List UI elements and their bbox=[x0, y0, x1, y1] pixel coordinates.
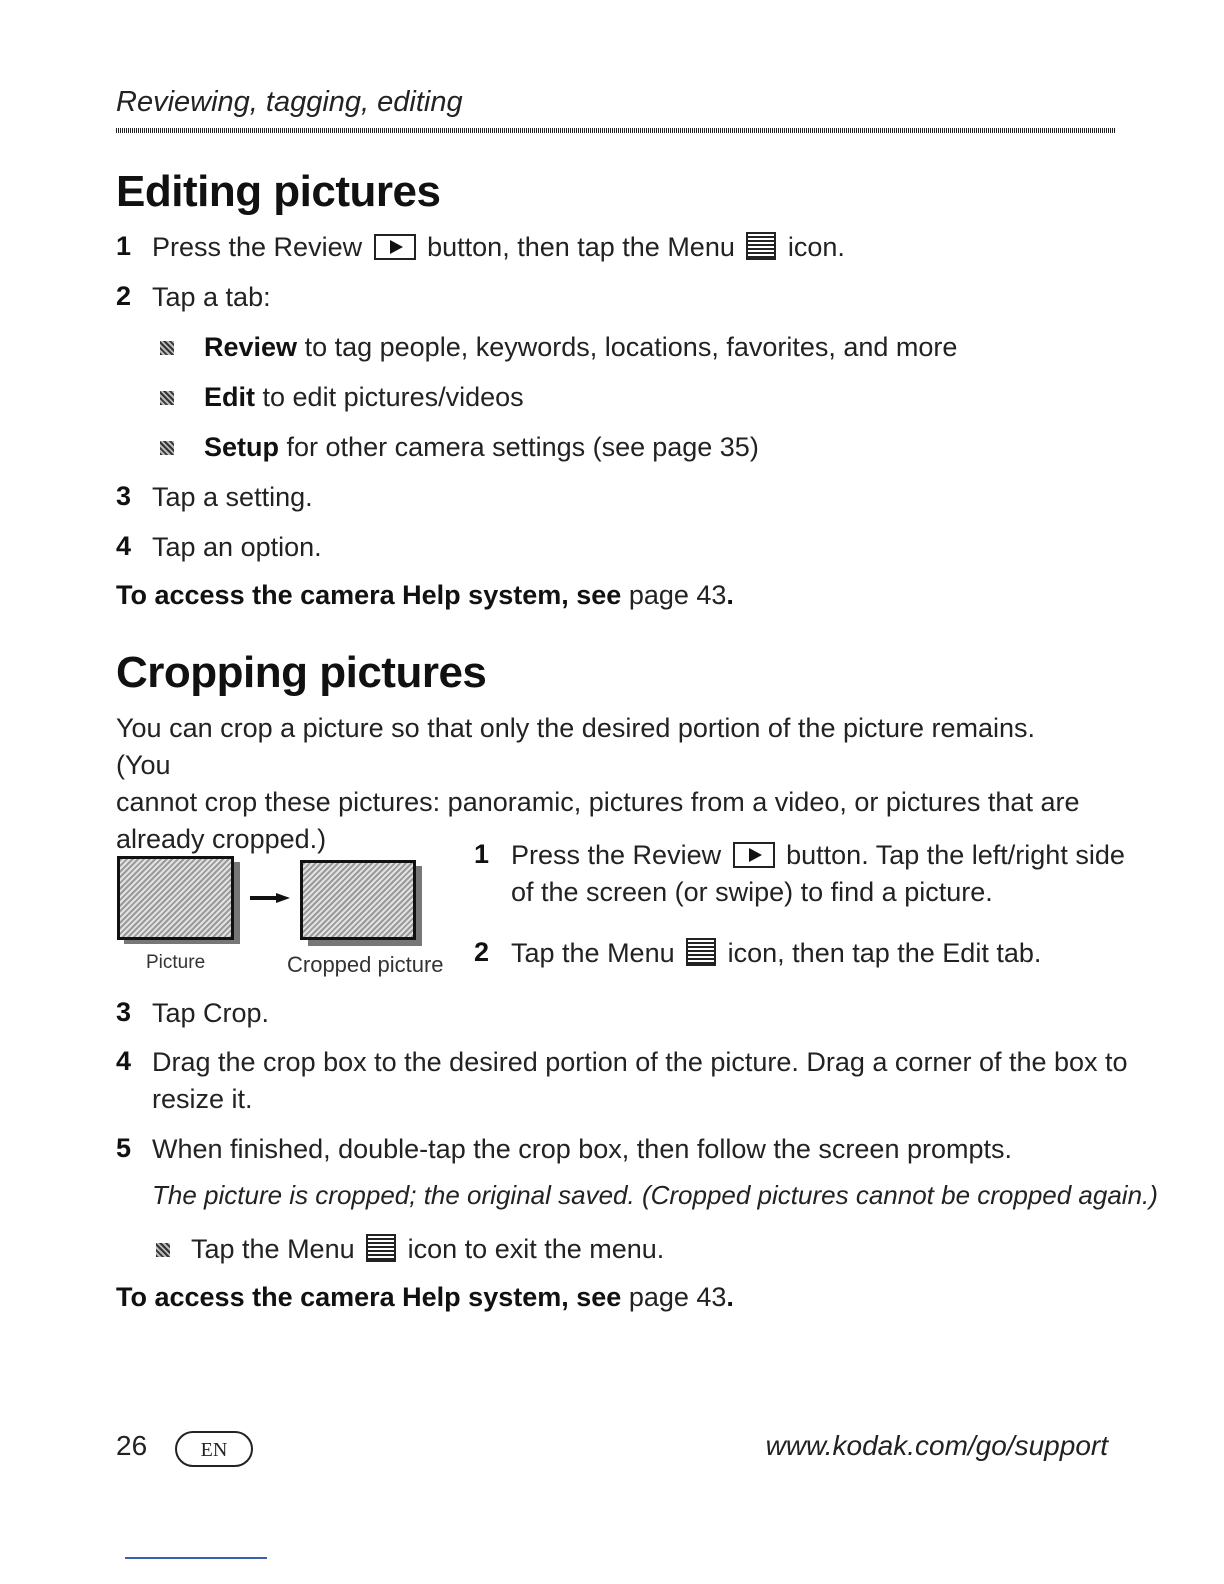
badge-label: EN bbox=[200, 1439, 228, 1461]
bullet-icon bbox=[160, 391, 174, 405]
editing-step-2: Tap a tab: bbox=[152, 282, 271, 312]
cropping-step-5: When finished, double-tap the crop box, then follow the screen prompts. bbox=[152, 1134, 1012, 1164]
cropped-picture-caption: Cropped picture bbox=[287, 952, 444, 977]
step-number: 1 bbox=[116, 231, 132, 261]
cropping-step-2: Tap the Menu icon, then tap the Edit tab. bbox=[511, 938, 1042, 968]
page-43-link[interactable]: page 43 bbox=[628, 580, 727, 610]
step-number: 3 bbox=[116, 481, 132, 511]
picture-caption: Picture bbox=[146, 952, 206, 973]
bullet-icon bbox=[156, 1243, 170, 1257]
step-number: 2 bbox=[474, 937, 490, 967]
result-note: The picture is cropped; the original saved. (Cropped pictures cannot be cropped again.) bbox=[152, 1180, 1158, 1210]
step-number: 4 bbox=[116, 1046, 132, 1076]
editing-step-4: Tap an option. bbox=[152, 532, 322, 562]
cropping-title: Cropping pictures bbox=[116, 648, 487, 697]
editing-title: Editing pictures bbox=[116, 167, 441, 216]
help-note: To access the camera Help system, see page 43. bbox=[116, 1282, 734, 1312]
step-number: 1 bbox=[474, 839, 490, 869]
header-rule bbox=[116, 128, 1116, 133]
editing-step-1: Press the Review button, then tap the Menu icon. bbox=[152, 232, 845, 262]
step-number: 2 bbox=[116, 281, 132, 311]
cropping-step-4: Drag the crop box to the desired portion of the picture. Drag a corner of the box to bbox=[152, 1047, 1128, 1077]
tab-setup-item: Setup for other camera settings (see page 35) bbox=[204, 432, 759, 462]
page-number: 26 bbox=[116, 1430, 148, 1461]
bullet-icon bbox=[160, 341, 174, 355]
menu-icon bbox=[746, 232, 776, 260]
exit-menu-item: Tap the Menu icon to exit the menu. bbox=[191, 1234, 665, 1264]
bullet-icon bbox=[160, 441, 174, 455]
bottom-rule bbox=[125, 1557, 267, 1559]
support-url[interactable]: www.kodak.com/go/support bbox=[765, 1430, 1108, 1461]
page-35-link[interactable]: page 35 bbox=[652, 432, 750, 462]
tab-edit-item: Edit to edit pictures/videos bbox=[204, 382, 524, 412]
cropping-intro: You can crop a picture so that only the desired portion of the picture remains. (You cannot crop these pictures: panoramic, pictures from a video, or pictures that are already cropped.) bbox=[116, 713, 1080, 854]
help-note: To access the camera Help system, see page 43. bbox=[116, 580, 734, 610]
editing-step-3: Tap a setting. bbox=[152, 482, 313, 512]
cropping-step-1: Press the Review button. Tap the left/right side bbox=[511, 840, 1125, 870]
menu-icon bbox=[366, 1234, 396, 1262]
page-43-link[interactable]: page 43 bbox=[628, 1282, 727, 1312]
arrow-right-icon bbox=[250, 893, 290, 903]
review-button-icon bbox=[733, 842, 775, 868]
step-number: 3 bbox=[116, 997, 132, 1027]
language-badge-icon bbox=[175, 1429, 253, 1469]
cropped-picture-thumbnail bbox=[300, 860, 416, 940]
review-button-icon bbox=[374, 234, 416, 260]
cropping-step-1-cont: of the screen (or swipe) to find a picture. bbox=[511, 877, 993, 907]
cropping-step-3: Tap Crop. bbox=[152, 998, 270, 1028]
cropping-step-4-cont: resize it. bbox=[152, 1084, 253, 1114]
menu-icon bbox=[686, 938, 716, 966]
step-number: 4 bbox=[116, 531, 132, 561]
tab-review-item: Review to tag people, keywords, locations, favorites, and more bbox=[204, 332, 958, 362]
step-number: 5 bbox=[116, 1133, 132, 1163]
section-header: Reviewing, tagging, editing bbox=[116, 86, 463, 118]
original-picture-thumbnail bbox=[117, 856, 234, 940]
